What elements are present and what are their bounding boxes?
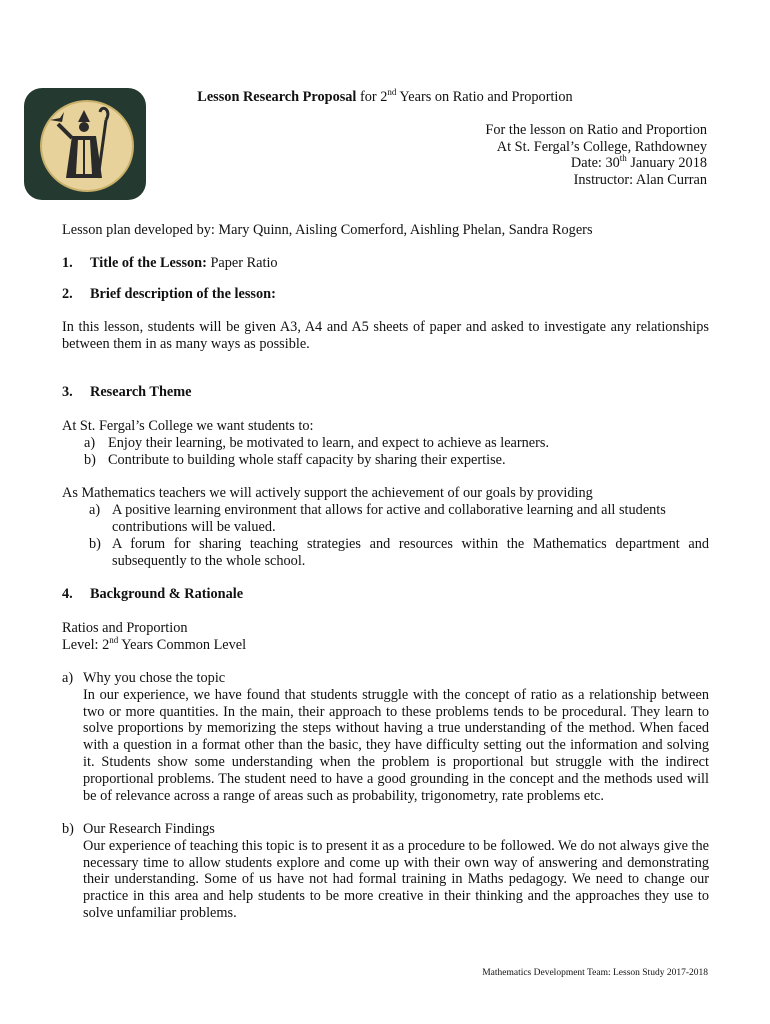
lesson-meta xyxy=(485,122,707,188)
rationale-a: a) Why you chose the topic In our experience, we have found that students struggle with the concept of ratio as a relationship between two or more quantities. In the main, their approach to these problems tends to be procedural. They learn to solve proportions by memorizing the steps without having a true understanding of the method. When faced with a question in a format other than the basic, they have difficulty setting out the information and solving it. Students show some understanding when the problem is proportional but struggle with the indirect proportional problems. The student need to have a good grounding in the concept and the methods used will be of relevance across a range of areas such as probability, trigonometry, rate problems etc. xyxy=(62,670,709,804)
section-2-heading: 2. Brief description of the lesson: xyxy=(62,286,276,302)
rationale-b-heading: Our Research Findings xyxy=(83,821,215,837)
document-title: Lesson Research Proposal for 2nd Years on Ratio and Proportion xyxy=(197,87,573,105)
rationale-b: b) Our Research Findings Our experience of teaching this topic is to present it as a procedure to be followed. We do not always give the necessary time to allow students explore and come up with their own way of answering and demonstrating their understanding. Some of us have not had formal training in Maths pedagogy. We need to change our practice in this area and help students to be more creative in their thinking and the approaches they use to solve unfamiliar problems. xyxy=(62,821,709,921)
rationale-a-body: In our experience, we have found that students struggle with the concept of ratio as a relationship between two or more quantities. In the main, their approach to these problems tends to be procedural. They learn to solve proportions by memorizing the steps without having a true understanding of the method. When faced with a question in a format other than the basic, they have difficulty setting out the information and solving it. Students show some understanding when the problem is proportional but struggle with the indirect proportional problems. The student need to have a good grounding in the concept and the methods used will be of relevance across a range of areas such as probability, trigonometry, rate problems etc. xyxy=(83,686,709,804)
section-3-intro-2: As Mathematics teachers we will actively support the achievement of our goals by providing xyxy=(62,485,593,501)
meta-instructor: Instructor: Alan Curran xyxy=(573,171,707,188)
meta-lesson: For the lesson on Ratio and Proportion xyxy=(485,122,707,138)
provision-b: b) A forum for sharing teaching strategies and resources within the Mathematics department and subsequently to the whole school. xyxy=(89,536,709,569)
section-4-topic: Ratios and Proportion xyxy=(62,620,188,636)
section-3-intro: At St. Fergal’s College we want students to: xyxy=(62,418,314,434)
section-4-heading: 4. Background & Rationale xyxy=(62,586,244,602)
provision-a: a) A positive learning environment that allows for active and collaborative learning and all students contributions will be valued. xyxy=(89,502,666,535)
section-2-body: In this lesson, students will be given A3, A4 and A5 sheets of paper and asked to investigate any relationships between them in as many ways as possible. xyxy=(62,319,709,352)
developed-by: Lesson plan developed by: Mary Quinn, Aisling Comerford, Aishling Phelan, Sandra Rogers xyxy=(62,222,593,238)
section-1-heading: 1. Title of the Lesson: Paper Ratio xyxy=(62,255,278,271)
section-4-level: Level: 2nd Years Common Level xyxy=(62,635,247,653)
section-3-heading: 3. Research Theme xyxy=(62,384,192,400)
goal-a: a) Enjoy their learning, be motivated to learn, and expect to achieve as learners. xyxy=(84,435,550,451)
rationale-b-body: Our experience of teaching this topic is to present it as a procedure to be followed. We do not always give the necessary time to allow students explore and come up with their own way of answering and demonstrating their understanding. Some of us have not had formal training in Maths pedagogy. We need to change our practice in this area and help students to be more creative in their thinking and the approaches they use to solve unfamiliar problems. xyxy=(83,837,709,921)
meta-date: Date: 30th January 2018 xyxy=(570,153,707,172)
page-footer: Mathematics Development Team: Lesson Study 2017-2018 xyxy=(482,968,708,978)
meta-school: At St. Fergal’s College, Rathdowney xyxy=(496,138,707,155)
rationale-a-heading: Why you chose the topic xyxy=(83,670,226,686)
goal-b: b) Contribute to building whole staff capacity by sharing their expertise. xyxy=(84,452,506,468)
bishop-figure-icon xyxy=(40,100,130,188)
